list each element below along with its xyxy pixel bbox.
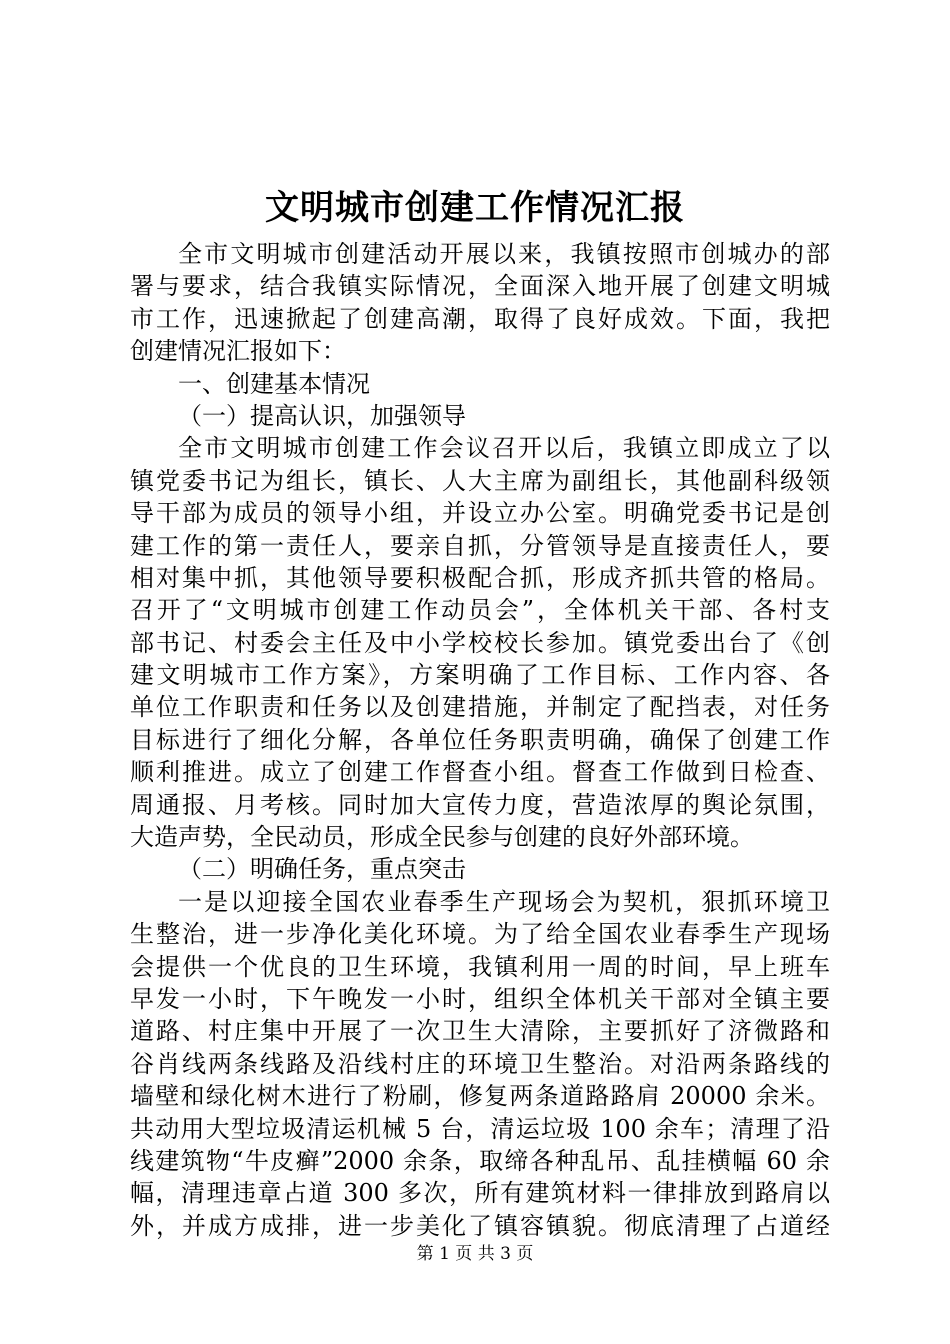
body-line: 一是以迎接全国农业春季生产现场会为契机，狠抓环境卫 bbox=[178, 887, 830, 916]
body-line: 镇党委书记为组长，镇长、人大主席为副组长，其他副科级领 bbox=[130, 466, 830, 495]
body-line: 全市文明城市创建工作会议召开以后，我镇立即成立了以 bbox=[178, 434, 830, 463]
body-line: 会提供一个优良的卫生环境，我镇利用一周的时间，早上班车 bbox=[130, 952, 830, 981]
body-line: 单位工作职责和任务以及创建措施，并制定了配挡表，对任务 bbox=[130, 693, 830, 722]
body-line: 外，并成方成排，进一步美化了镇容镇貌。彻底清理了占道经 bbox=[130, 1211, 830, 1240]
body-line: 召开了“文明城市创建工作动员会”，全体机关干部、各村支 bbox=[130, 596, 830, 625]
body-line: 墙壁和绿化树木进行了粉刷，修复两条道路路肩 20000 余米。 bbox=[130, 1082, 830, 1111]
body-line: 创建情况汇报如下： bbox=[130, 337, 346, 366]
body-line: 全市文明城市创建活动开展以来，我镇按照市创城办的部 bbox=[178, 240, 830, 268]
body-line: 谷肖线两条线路及沿线村庄的环境卫生整治。对沿两条路线的 bbox=[130, 1049, 830, 1078]
body-line: 署与要求，结合我镇实际情况，全面深入地开展了创建文明城 bbox=[130, 272, 830, 301]
subsection-heading: （二）明确任务，重点突击 bbox=[178, 855, 466, 884]
body-line: 市工作，迅速掀起了创建高潮，取得了良好成效。下面，我把 bbox=[130, 304, 830, 333]
body-line: 大造声势，全民动员，形成全民参与创建的良好外部环境。 bbox=[130, 823, 754, 852]
body-line: 共动用大型垃圾清运机械 5 台，清运垃圾 100 余车；清理了沿 bbox=[130, 1114, 830, 1143]
document-title: 文明城市创建工作情况汇报 bbox=[265, 188, 685, 228]
document-body bbox=[130, 238, 830, 1242]
body-line: 导干部为成员的领导小组，并设立办公室。明确党委书记是创 bbox=[130, 499, 830, 528]
body-line: 部书记、村委会主任及中小学校校长参加。镇党委出台了《创 bbox=[130, 628, 830, 657]
body-line: 建文明城市工作方案》，方案明确了工作目标、工作内容、各 bbox=[130, 661, 830, 690]
body-line: 目标进行了细化分解，各单位任务职责明确，确保了创建工作 bbox=[130, 725, 830, 754]
body-line: 早发一小时，下午晚发一小时，组织全体机关干部对全镇主要 bbox=[130, 984, 830, 1013]
section-heading: 一、创建基本情况 bbox=[178, 369, 370, 398]
body-line: 相对集中抓，其他领导要积极配合抓，形成齐抓共管的格局。 bbox=[130, 563, 830, 592]
body-line: 道路、村庄集中开展了一次卫生大清除，主要抓好了济微路和 bbox=[130, 1017, 830, 1046]
body-line: 顺利推进。成立了创建工作督查小组。督查工作做到日检查、 bbox=[130, 758, 830, 787]
body-line: 生整治，进一步净化美化环境。为了给全国农业春季生产现场 bbox=[130, 920, 830, 949]
page-footer: 第 1 页 共 3 页 bbox=[416, 1244, 534, 1264]
body-line: 线建筑物“牛皮癣”2000 余条，取缔各种乱吊、乱挂横幅 60 余 bbox=[130, 1146, 830, 1175]
body-line: 幅，清理违章占道 300 多次，所有建筑材料一律排放到路肩以 bbox=[130, 1179, 830, 1208]
body-line: 建工作的第一责任人，要亲自抓，分管领导是直接责任人，要 bbox=[130, 531, 830, 560]
subsection-heading: （一）提高认识，加强领导 bbox=[178, 401, 466, 430]
body-line: 周通报、月考核。同时加大宣传力度，营造浓厚的舆论氛围， bbox=[130, 790, 830, 819]
